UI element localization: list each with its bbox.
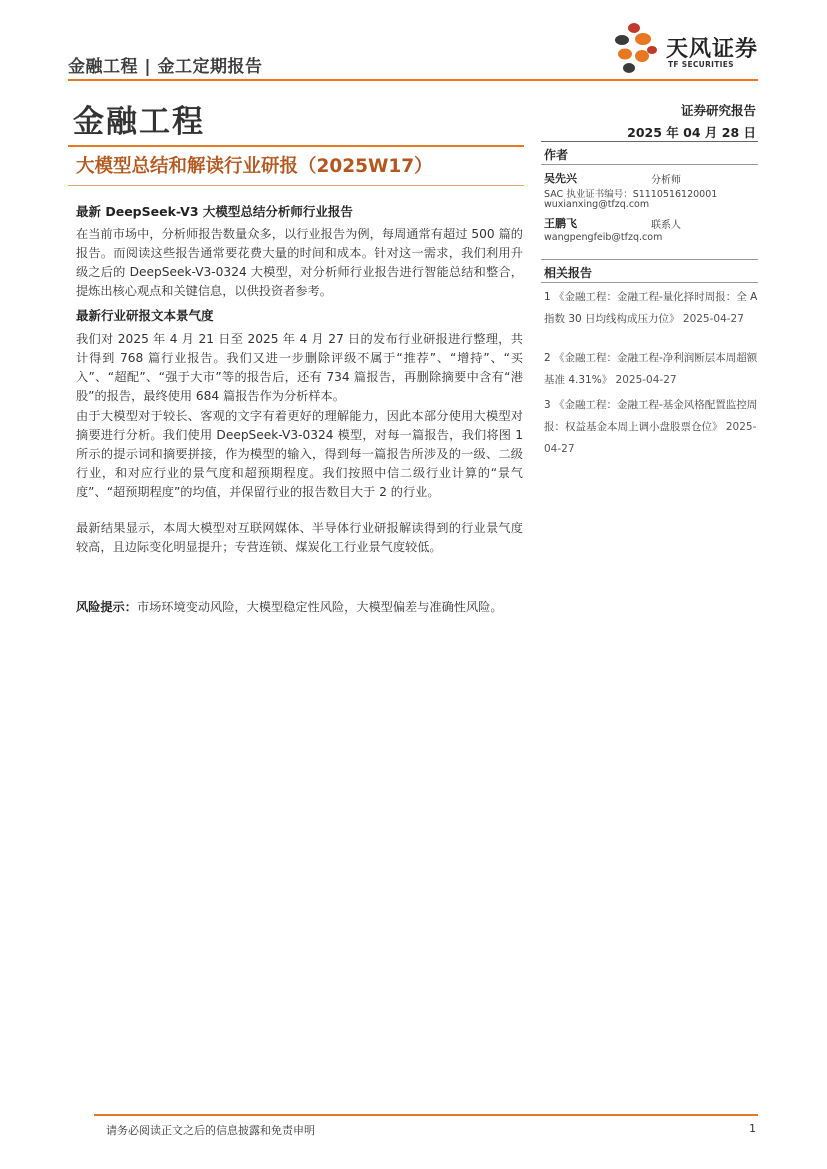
page-number: 1	[749, 1122, 756, 1135]
section-heading: 最新行业研报文本景气度	[76, 308, 214, 323]
author-email[interactable]: wuxianxing@tfzq.com	[544, 199, 650, 210]
body-paragraph: 最新结果显示，本周大模型对互联网媒体、半导体行业研报解读得到的行业景气度较高，且边际变化明显提升；专营连锁、煤炭化工行业景气度较低。	[76, 521, 523, 554]
sidebar-divider-top	[541, 141, 758, 142]
author-role: 联系人	[651, 220, 681, 231]
report-subtitle: 大模型总结和解读行业研报（2025W17）	[76, 156, 433, 177]
subtitle-top-divider	[68, 145, 524, 147]
related-report-date: 2025-04-27	[544, 421, 757, 455]
logo-chinese-name: 天风证券	[666, 37, 759, 62]
risk-warning	[76, 598, 523, 617]
sidebar-divider	[541, 164, 758, 165]
section-heading: 最新 DeepSeek-V3 大模型总结分析师行业报告	[76, 204, 353, 219]
body-paragraph: 由于大模型对于较长、客观的文字有着更好的理解能力，因此本部分使用大模型对摘要进行分析。我们使用 DeepSeek-V3-0324 模型，对每一篇报告，我们将图 1 所示的提示词和摘要拼接，作为模型的输入，得到每一篇报告所涉及的一级、二级行业，和对应行业的景气度和超预期程度。我们按照中信二级行业计算的“景气度”、“超预期程度”的均值，并保留行业的报告数目大于 2 的行业。	[76, 409, 523, 499]
related-report-item[interactable]	[544, 286, 759, 330]
author-name: 王鹏飞	[544, 217, 577, 230]
logo-petals-icon	[612, 20, 664, 76]
report-date: 2025 年 04 月 28 日	[627, 125, 756, 140]
author-cert: SAC 执业证书编号：S1110516120001	[544, 189, 718, 200]
report-type: 证券研究报告	[680, 103, 756, 118]
company-logo	[612, 20, 762, 76]
sidebar-divider	[541, 282, 758, 283]
risk-label: 风险提示：	[76, 600, 137, 614]
related-report-title: 3 《金融工程：金融工程-基金风格配置监控周报：权益基金本周上调小盘股票仓位》	[544, 399, 758, 433]
page-title: 金融工程	[73, 104, 205, 140]
author-name: 吴先兴	[544, 172, 577, 185]
header-divider	[68, 79, 758, 81]
related-report-item[interactable]	[544, 347, 759, 391]
footer-divider	[94, 1114, 758, 1116]
body-paragraph: 在当前市场中，分析师报告数量众多，以行业报告为例，每周通常有超过 500 篇的报告。而阅读这些报告通常要花费大量的时间和成本。针对这一需求，我们利用升级之后的 DeepSeek-V3-0324 大模型，对分析师行业报告进行智能总结和整合，提炼出核心观点和关键信息，以供投资者参考。	[76, 227, 523, 298]
related-report-date: 2025-04-27	[682, 313, 744, 325]
related-report-title: 2 《金融工程：金融工程-净利润断层本周超额基准 4.31%》	[544, 352, 758, 386]
body-paragraph: 我们对 2025 年 4 月 21 日至 2025 年 4 月 27 日的发布行业研报进行整理，共计得到 768 篇行业报告。我们又进一步删除评级不属于“推荐”、“增持”、“买入”、“超配”、“强于大市”等的报告后，还有 734 篇报告，再删除摘要中含有“港股”的报告，最终使用 684 篇报告作为分析样本。	[76, 332, 523, 403]
risk-text: 市场环境变动风险，大模型稳定性风险，大模型偏差与准确性风险。	[136, 600, 503, 614]
related-report-date: 2025-04-27	[615, 374, 677, 386]
sidebar-divider	[541, 259, 758, 260]
author-role: 分析师	[651, 175, 681, 186]
related-report-item[interactable]	[544, 394, 759, 460]
header-category: 金融工程 | 金工定期报告	[68, 57, 263, 77]
subtitle-bottom-divider	[68, 185, 524, 186]
logo-english-name: TF SECURITIES	[668, 60, 734, 69]
author-email[interactable]: wangpengfeib@tfzq.com	[544, 232, 663, 243]
footer-disclaimer: 请务必阅读正文之后的信息披露和免责申明	[106, 1124, 315, 1137]
related-report-title: 1 《金融工程：金融工程-量化择时周报：全 A 指数 30 日均线构成压力位》	[544, 291, 758, 325]
authors-heading: 作者	[544, 148, 569, 162]
related-reports-heading: 相关报告	[544, 266, 593, 280]
